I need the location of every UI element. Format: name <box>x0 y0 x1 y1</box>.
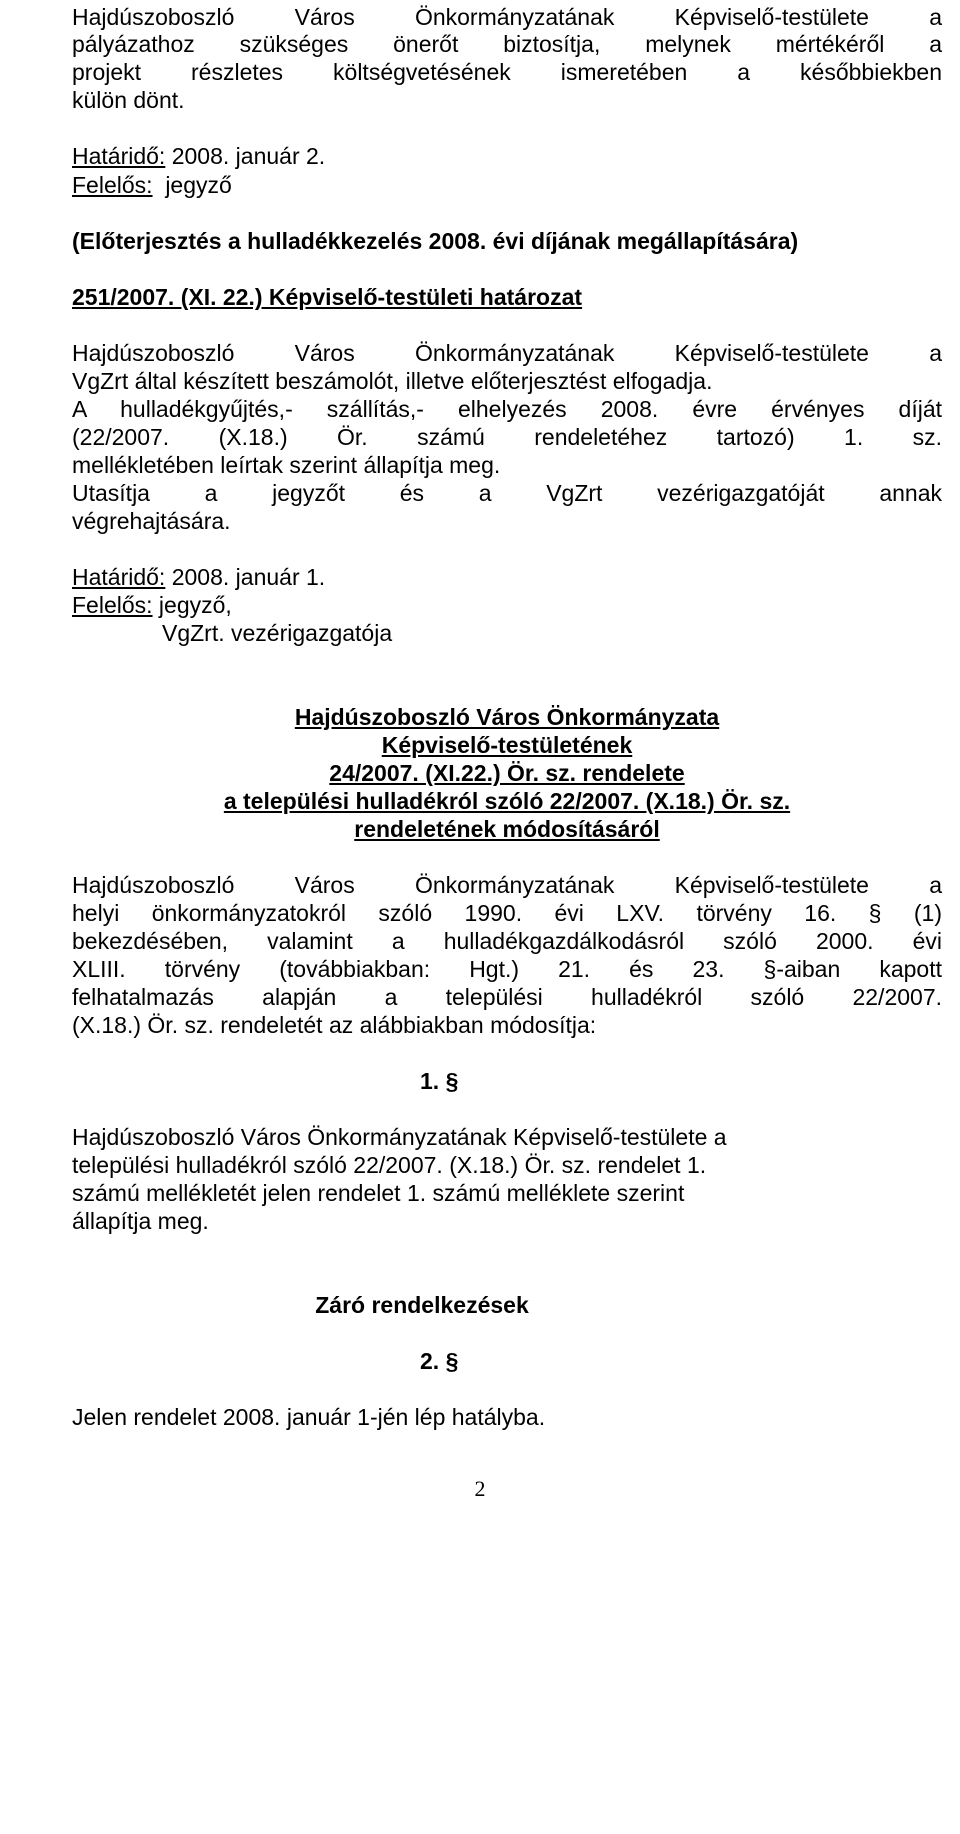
decree-title-1: Hajdúszoboszló Város Önkormányzata <box>294 704 720 730</box>
section-1-line-2: települési hulladékról szóló 22/2007. (X.18.) Ör. sz. rendelet 1. <box>72 1152 707 1178</box>
resolution-line-7: végrehajtására. <box>72 508 231 534</box>
preamble-line-1: Hajdúszoboszló Város Önkormányzatának Képviselő-testülete a <box>72 872 942 898</box>
preamble-line-4: XLIII. törvény (továbbiakban: Hgt.) 21. és 23. §-aiban kapott <box>72 956 942 982</box>
proposal-heading: (Előterjesztés a hulladékkezelés 2008. évi díjának megállapítására) <box>72 228 799 254</box>
preamble-line-5: felhatalmazás alapján a települési hulladékról szóló 22/2007. <box>72 984 942 1010</box>
intro-line-4: külön dönt. <box>72 87 185 113</box>
deadline-label: Határidő: <box>72 143 166 169</box>
decree-title-5: rendeletének módosításáról <box>354 816 660 842</box>
resolution-line-1: Hajdúszoboszló Város Önkormányzatának Képviselő-testülete a <box>72 340 942 366</box>
page-number: 2 <box>474 1476 486 1501</box>
responsible-value: jegyző <box>152 172 232 198</box>
decree-title-2: Képviselő-testületének <box>381 732 633 758</box>
section-1-line-4: állapítja meg. <box>72 1208 209 1234</box>
resolution-responsible-2: VgZrt. vezérigazgatója <box>162 620 393 646</box>
section-1-line-1: Hajdúszoboszló Város Önkormányzatának Képviselő-testülete a <box>72 1124 727 1150</box>
section-1-label: 1. § <box>420 1068 459 1094</box>
preamble-line-3: bekezdésében, valamint a hulladékgazdálkodásról szóló 2000. évi <box>72 928 942 954</box>
decree-title-4: a települési hulladékról szóló 22/2007. (X.18.) Ör. sz. <box>223 788 791 814</box>
intro-line-1: Hajdúszoboszló Város Önkormányzatának Képviselő-testülete a <box>72 4 942 30</box>
preamble-line-2: helyi önkormányzatokról szóló 1990. évi LXV. törvény 16. § (1) <box>72 900 942 926</box>
resolution-line-2: VgZrt által készített beszámolót, illetve előterjesztést elfogadja. <box>72 368 713 394</box>
resolution-responsible <box>72 590 232 620</box>
resolution-line-6: Utasítja a jegyzőt és a VgZrt vezérigazgatóját annak <box>72 480 942 506</box>
resolution-title: 251/2007. (XI. 22.) Képviselő-testületi határozat <box>72 284 583 310</box>
section-1-line-3: számú mellékletét jelen rendelet 1. számú melléklete szerint <box>72 1180 685 1206</box>
section-2-text: Jelen rendelet 2008. január 1-jén lép hatályba. <box>72 1404 546 1430</box>
intro-line-2: pályázathoz szükséges önerőt biztosítja, melynek mértékéről a <box>72 31 942 57</box>
section-2-label: 2. § <box>420 1348 459 1374</box>
decree-title-3: 24/2007. (XI.22.) Ör. sz. rendelete <box>329 760 685 786</box>
responsible-label: Felelős: <box>72 592 153 618</box>
resolution-line-4: (22/2007. (X.18.) Ör. számú rendeletéhez tartozó) 1. sz. <box>72 424 942 450</box>
intro-responsible <box>72 170 232 200</box>
intro-line-3: projekt részletes költségvetésének ismeretében a későbbiekben <box>72 59 942 85</box>
responsible-label: Felelős: <box>72 172 153 198</box>
responsible-value: jegyző, <box>152 592 232 618</box>
deadline-value: 2008. január 1. <box>165 564 326 590</box>
deadline-value: 2008. január 2. <box>165 143 326 169</box>
closing-heading: Záró rendelkezések <box>315 1292 529 1318</box>
deadline-label: Határidő: <box>72 564 166 590</box>
resolution-line-3: A hulladékgyűjtés,- szállítás,- elhelyezés 2008. évre érvényes díját <box>72 396 942 422</box>
resolution-deadline <box>72 562 325 592</box>
preamble-line-6: (X.18.) Ör. sz. rendeletét az alábbiakban módosítja: <box>72 1012 597 1038</box>
resolution-line-5: mellékletében leírtak szerint állapítja meg. <box>72 452 501 478</box>
intro-deadline <box>72 141 325 171</box>
